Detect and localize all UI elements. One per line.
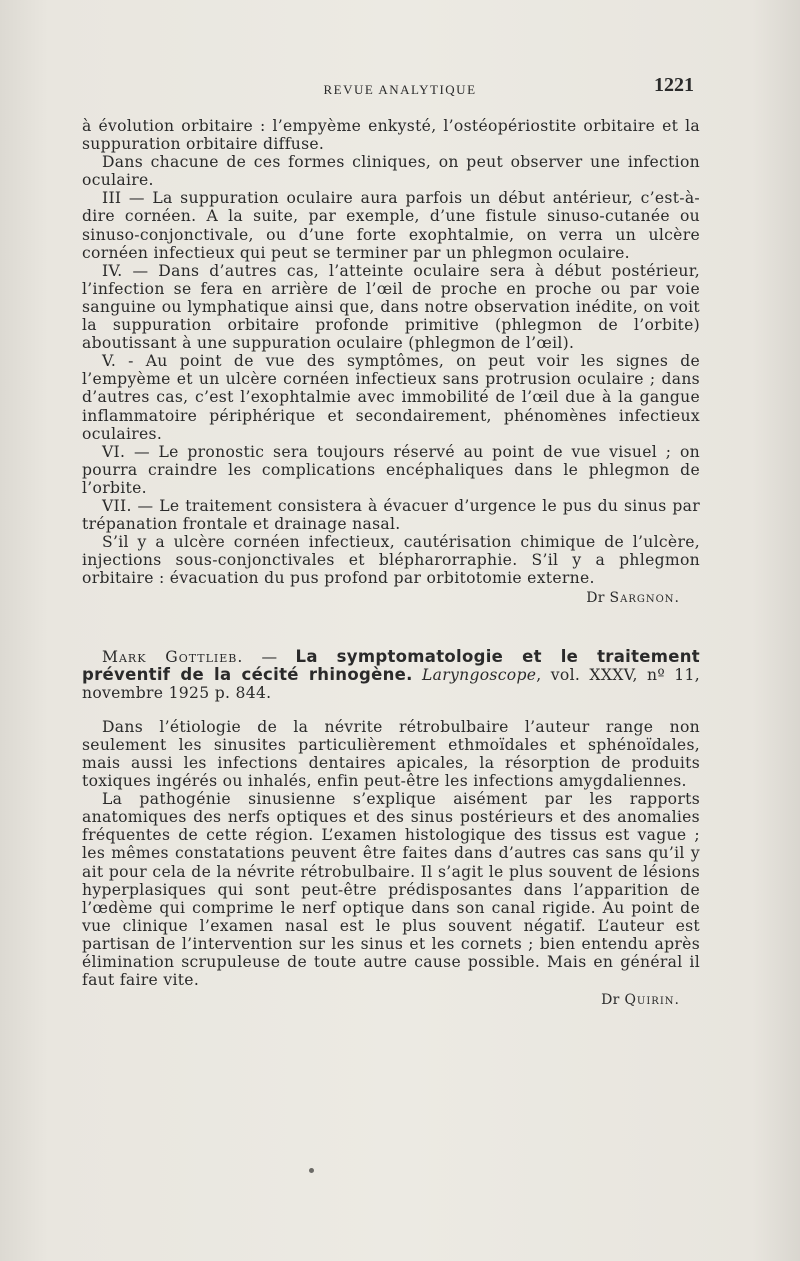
signature (82, 991, 700, 1009)
section-spacer (82, 702, 700, 718)
paragraph: IV. — Dans d’autres cas, l’atteinte oculaire sera à début postérieur, l’infection se fera en arrière de l’œil de proche en proche ou par voie sanguine ou lymphatique ainsi que, dans notre observation inédite, on voit la suppuration orbitaire profonde primitive (phlegmon de l’orbite) aboutissant à une suppuration oculaire (phlegmon de l’œil). (82, 261, 700, 353)
review-heading (82, 648, 700, 702)
paragraph: VII. — Le traitement consistera à évacuer d’urgence le pus du sinus par trépanation frontale et drainage nasal. (82, 496, 700, 534)
paragraph: III — La suppuration oculaire aura parfois un début antérieur, c’est-à-dire cornéen. A la suite, par exemple, d’une fistule sinuso-cutanée ou sinuso-conjonctivale, ou d’une forte exophtalmie, on verra un ulcère cornéen infectieux qui peut se terminer par un phlegmon oculaire. (82, 189, 700, 262)
paragraph: Dans l’étiologie de la névrite rétrobulbaire l’auteur range non seulement les sinusites particulièrement ethmoïdales et sphénoïdales, mais aussi les infections dentaires apicales, la résorption de produits toxiques ingérés ou inhalés, enfin peut-être les infections amygdaliennes. (82, 717, 700, 791)
section-spacer (82, 608, 700, 648)
paragraph: VI. — Le pronostic sera toujours réservé au point de vue visuel ; on pourra craindre les complications encéphaliques dans le phlegmon de l’orbite. (82, 442, 700, 497)
paragraph: Dans chacune de ces formes cliniques, on peut observer une infection oculaire. (82, 153, 700, 190)
review-author: Mark Gottlieb. (102, 647, 244, 666)
signature-title: Dr (586, 590, 605, 607)
ink-speck (309, 1168, 314, 1173)
text-column (82, 117, 700, 1009)
running-header: REVUE ANALYTIQUE (323, 82, 477, 97)
page-number: 1221 (654, 74, 694, 96)
signature-name: Sargnon. (609, 590, 680, 607)
review-citation: , vol. XXXV, nº 11, novembre 1925 p. 844. (82, 665, 700, 702)
paragraph: S’il y a ulcère cornéen infectieux, cautérisation chimique de l’ulcère, injections sous-conjonctivales et blépharorraphie. S’il y a phlegmon orbitaire : évacuation du pus profond par orbitotomie externe. (82, 533, 700, 588)
signature-name: Quirin. (624, 992, 680, 1009)
signature (82, 589, 700, 607)
review-title: La symptomatologie et le traitement préventif de la cécité rhinogène. (82, 646, 700, 684)
paragraph: à évolution orbitaire : l’empyème enkysté, l’ostéopériostite orbitaire et la suppuration orbitaire diffuse. (82, 117, 700, 154)
review-journal: Laryngoscope (421, 665, 537, 684)
signature-title: Dr (601, 992, 620, 1009)
review-dash: — (243, 647, 296, 666)
paragraph: V. - Au point de vue des symptômes, on peut voir les signes de l’empyème et un ulcère cornéen infectieux sans protrusion oculaire ; dans d’autres cas, c’est l’exophtalmie avec immobilité de l’œil due à la gangue inflammatoire périphérique et secondairement, phénomènes infectieux oculaires. (82, 352, 700, 443)
paragraph: La pathogénie sinusienne s’explique aisément par les rapports anatomiques des nerfs optiques et des sinus postérieurs et des anomalies fréquentes de cette région. L’examen histologique des tissus est vague ; les mêmes constatations peuvent être faites dans d’autres cas sans qu’il y ait pour cela de la névrite rétrobulbaire. Il s’agit le plus souvent de lésions hyperplasiques qui sont peut-être prédisposantes dans l’apparition de l’œdème qui comprime le nerf optique dans son canal rigide. Au point de vue clinique l’examen nasal est le plus souvent négatif. L’auteur est partisan de l’intervention sur les sinus et les cornets ; bien entendu après élimination scrupuleuse de toute autre cause possible. Mais en général il faut faire vite. (82, 790, 700, 990)
